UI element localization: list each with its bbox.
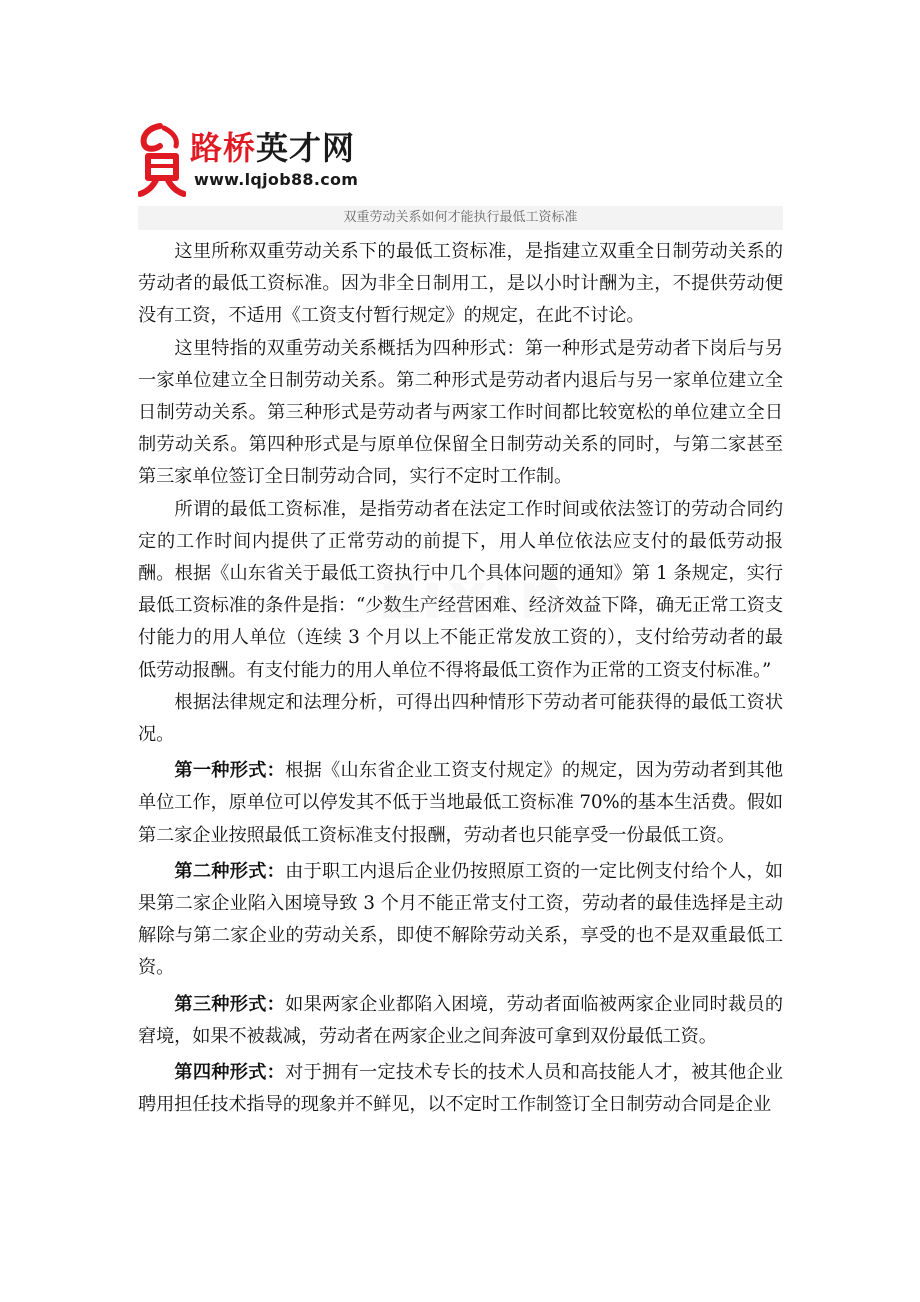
paragraph-text: 这里特指的双重劳动关系概括为四种形式：第一种形式是劳动者下岗后与另一家单位建立全日制劳动关系。第二种形式是劳动者内退后与另一家单位建立全日制劳动关系。第三种形式是劳动者与两家工作时间都比较宽松的单位建立全日制劳动关系。第四种形式是与原单位保留全日制劳动关系的同时，与第二家甚至第三家单位签订全日制劳动合同，实行不定时工作制。 (138, 337, 783, 488)
paragraph-text: 根据《山东省企业工资支付规定》的规定，因为劳动者到其他单位工作，原单位可以停发其不低于当地最低工资标准 70%的基本生活费。假如第二家企业按照最低工资标准支付报酬，劳动者也只能享受一份最低工资。 (138, 760, 783, 846)
logo-mark-icon (138, 122, 186, 198)
document-title: 双重劳动关系如何才能执行最低工资标准 (138, 206, 783, 230)
paragraph (138, 856, 783, 985)
paragraph-text: 根据法律规定和法理分析，可得出四种情形下劳动者可能获得的最低工资状况。 (138, 691, 783, 746)
paragraph (138, 687, 783, 751)
watermark: zixin (380, 560, 568, 634)
paragraph-text: 对于拥有一定技术专长的技术人员和高技能人才，被其他企业聘用担任技术指导的现象并不鲜见，以不定时工作制签订全日制劳动合同是企业 (138, 1062, 783, 1116)
paragraph-text: 这里所称双重劳动关系下的最低工资标准，是指建立双重全日制劳动关系的劳动者的最低工资标准。因为非全日制用工，是以小时计酬为主，不提供劳动便没有工资，不适用《工资支付暂行规定》的规定，在此不讨论。 (138, 241, 783, 327)
paragraph-label: 第四种形式： (174, 1062, 286, 1084)
logo-name (190, 130, 355, 166)
paragraph (138, 755, 783, 852)
paragraph-text: 如果两家企业都陷入困境，劳动者面临被两家企业同时裁员的窘境，如果不被裁减，劳动者在两家企业之间奔波可拿到双份最低工资。 (138, 993, 783, 1047)
logo-url: www.lqjob88.com (194, 170, 359, 189)
paragraph-text: 由于职工内退后企业仍按照原工资的一定比例支付给个人，如果第二家企业陷入困境导致 3 个月不能正常支付工资，劳动者的最佳选择是主动解除与第二家企业的劳动关系，即使不解除劳动关系，享受的也不是双重最低工资。 (138, 860, 783, 979)
paragraph (138, 989, 783, 1053)
logo-name-part1: 路桥 (190, 129, 257, 167)
site-logo[interactable] (138, 120, 378, 202)
logo-name-part2: 英才网 (256, 129, 356, 167)
paragraph-label: 第二种形式： (174, 860, 286, 882)
article-body (138, 236, 783, 1121)
paragraph (138, 1057, 783, 1121)
paragraph (138, 333, 783, 494)
paragraph-label: 第三种形式： (174, 993, 286, 1015)
paragraph (138, 494, 783, 687)
paragraph (138, 236, 783, 333)
paragraph-text: 所谓的最低工资标准，是指劳动者在法定工作时间或依法签订的劳动合同约定的工作时间内提供了正常劳动的前提下，用人单位依法应支付的最低劳动报酬。根据《山东省关于最低工资执行中几个具体问题的通知》第 1 条规定，实行最低工资标准的条件是指：“少数生产经营困难、经济效益下降，确无正常工资支付能力的用人单位（连续 3 个月以上不能正常发放工资的），支付给劳动者的最低劳动报酬。有支付能力的用人单位不得将最低工资作为正常的工资支付标准。” (138, 498, 783, 681)
paragraph-label: 第一种形式： (174, 760, 286, 782)
